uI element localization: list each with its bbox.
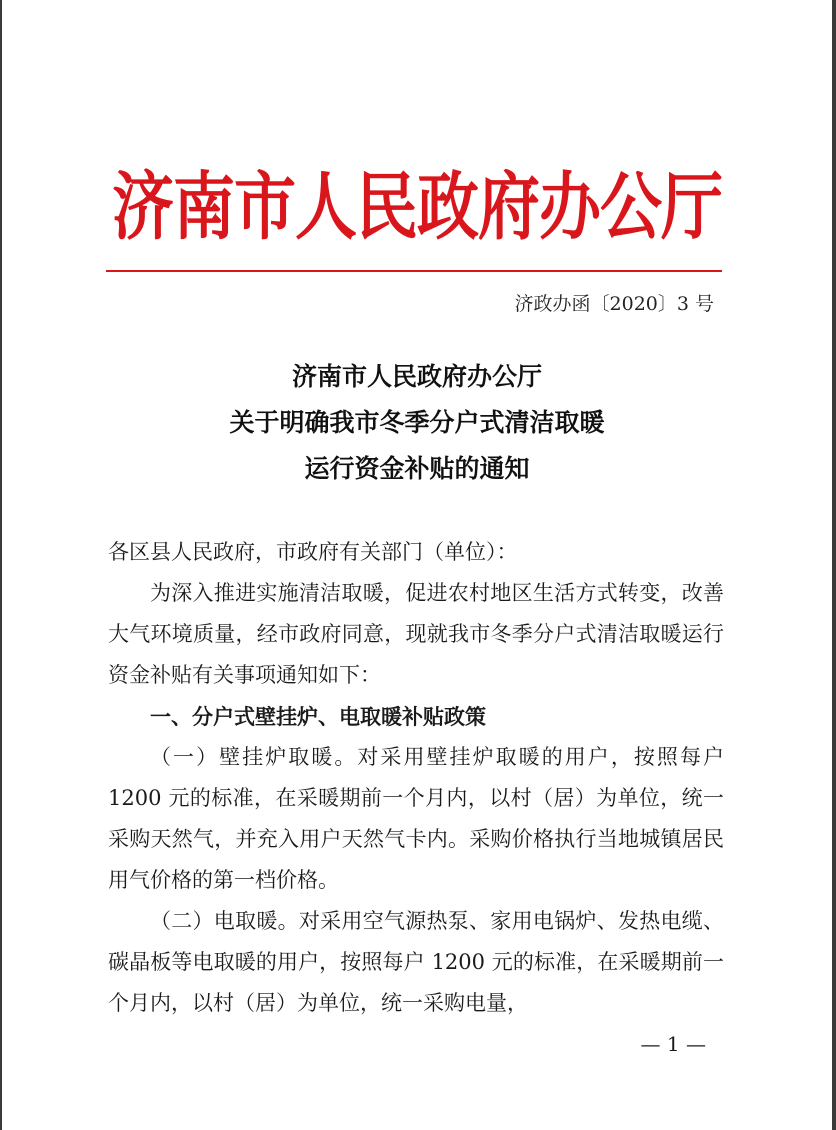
page-number: — 1 —: [640, 1032, 706, 1056]
item-paragraph-1: （一）壁挂炉取暖。对采用壁挂炉取暖的用户，按照每户 1200 元的标准，在采暖期前一个月内，以村（居）为单位，统一采购天然气，并充入用户天然气卡内。采购价格执行当地城镇居民用气价格的第一档价格。: [108, 745, 724, 892]
organization-letterhead: 济南市人民政府办公厅: [111, 163, 722, 250]
title-line-3: 运行资金补贴的通知: [304, 454, 530, 483]
notice-title: [2, 354, 832, 492]
document-body: [108, 532, 724, 1024]
title-line-1: 济南市人民政府办公厅: [291, 362, 542, 391]
intro-paragraph: 为深入推进实施清洁取暖，促进农村地区生活方式转变，改善大气环境质量，经市政府同意，现就我市冬季分户式清洁取暖运行资金补贴有关事项通知如下：: [108, 581, 724, 687]
red-divider-line: [106, 270, 722, 272]
salutation: 各区县人民政府，市政府有关部门（单位）：: [108, 540, 518, 564]
title-line-2: 关于明确我市冬季分户式清洁取暖: [229, 408, 605, 437]
document-number: 济政办函〔2020〕3 号: [514, 293, 714, 315]
section-heading: 一、分户式壁挂炉、电取暖补贴政策: [150, 704, 486, 729]
item-paragraph-2: （二）电取暖。对采用空气源热泵、家用电锅炉、发热电缆、碳晶板等电取暖的用户，按照每户 1200 元的标准，在采暖期前一个月内，以村（居）为单位，统一采购电量，: [108, 909, 724, 1015]
document-page: [2, 0, 832, 1130]
